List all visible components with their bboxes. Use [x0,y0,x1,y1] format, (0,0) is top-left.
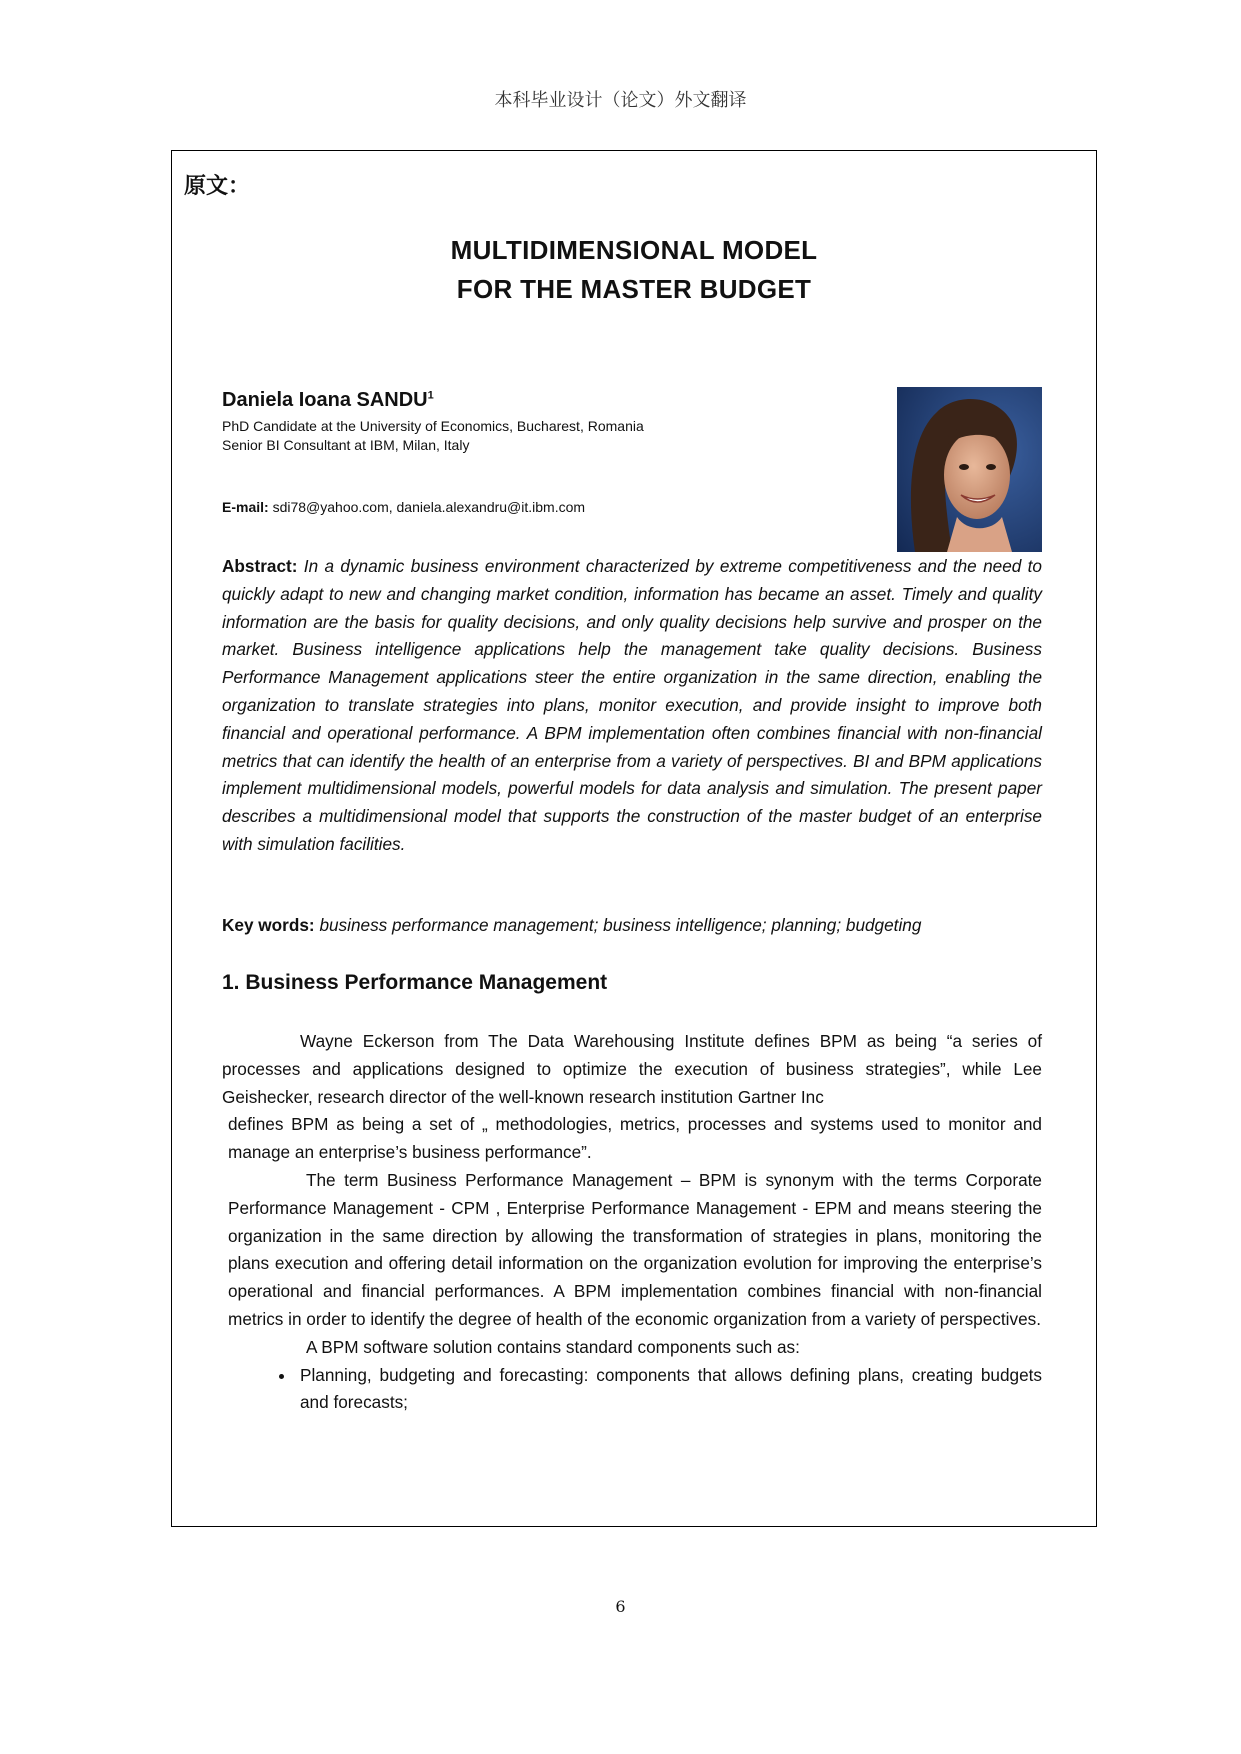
email-value: sdi78@yahoo.com, daniela.alexandru@it.ibm.com [272,499,586,515]
component-list [222,1362,1042,1418]
keywords [222,915,1042,936]
original-text-label: 原文： [184,174,251,199]
title-line-1: MULTIDIMENSIONAL MODEL [450,235,818,265]
keywords-text: business performance management; business intelligence; planning; budgeting [319,915,922,935]
author-affiliation-1: PhD Candidate at the University of Economics, Bucharest, Romania [222,418,644,434]
body-paragraph-3: A BPM software solution contains standard components such as: [306,1336,800,1357]
abstract [222,553,1042,859]
title-line-2: FOR THE MASTER BUDGET [456,274,812,304]
author-affiliation-2: Senior BI Consultant at IBM, Milan, Italy [222,437,470,453]
abstract-label: Abstract: [222,556,298,576]
list-item: • Planning, budgeting and forecasting: components that allows defining plans, creating budgets and forecasts; [296,1362,1042,1418]
author-footnote-mark: 1 [427,389,434,402]
keywords-label: Key words: [222,915,315,935]
author-photo [897,387,1042,552]
email-label: E-mail: [222,499,269,515]
author-block [222,389,842,455]
running-header: 本科毕业设计（论文）外文翻译 [494,90,747,111]
author-portrait-image [897,387,1042,552]
body-paragraph-1: Wayne Eckerson from The Data Warehousing Institute defines BPM as being “a series of processes and applications designed to optimize the execution of business strategies”, while Lee Geishecker, research director of the well-known research institution Gartner Inc [222,1031,1042,1107]
abstract-text: In a dynamic business environment characterized by extreme competitiveness and the need to quickly adapt to new and changing market condition, information has became an asset. Timely and quality information are the basis for quality decisions, and only quality decisions help survive and prosper on the market. Business intelligence applications help the management take quality decisions. Business Performance Management applications steer the entire organization in the same direction, enabling the organization to translate strategies into plans, monitor execution, and provide insight to improve both financial and operational performance. A BPM implementation often combines financial with non-financial metrics that can identify the health of an enterprise from a variety of perspectives. BI and BPM applications implement multidimensional models, powerful models for data analysis and simulation. The present paper describes a multidimensional model that supports the construction of the master budget of an enterprise with simulation facilities. [222,556,1042,854]
author-name-text: Daniela Ioana SANDU [222,389,428,411]
section-heading: 1. Business Performance Management [222,971,608,994]
body-paragraph-2: The term Business Performance Management – BPM is synonym with the terms Corporate Performance Management - CPM , Enterprise Performance Management - EPM and means steering the organization in the same direction by allowing the transformation of strategies in plans, monitoring the plans execution and offering detail information on the organization evolution for improving the enterprise’s operational and financial performances. A BPM implementation combines financial with non-financial metrics in order to identify the degree of health of the economic organization from a variety of perspectives. [228,1169,1042,1329]
paper-title [172,231,1096,309]
body-paragraph-1-continued: defines BPM as being a set of „ methodologies, metrics, processes and systems used to monitor and manage an enterprise’s business performance”. [228,1114,1042,1163]
section-body [222,1028,1042,1417]
document-frame [171,150,1097,1527]
page-number: 6 [615,1597,626,1616]
author-name [222,389,842,412]
author-email [222,499,585,515]
